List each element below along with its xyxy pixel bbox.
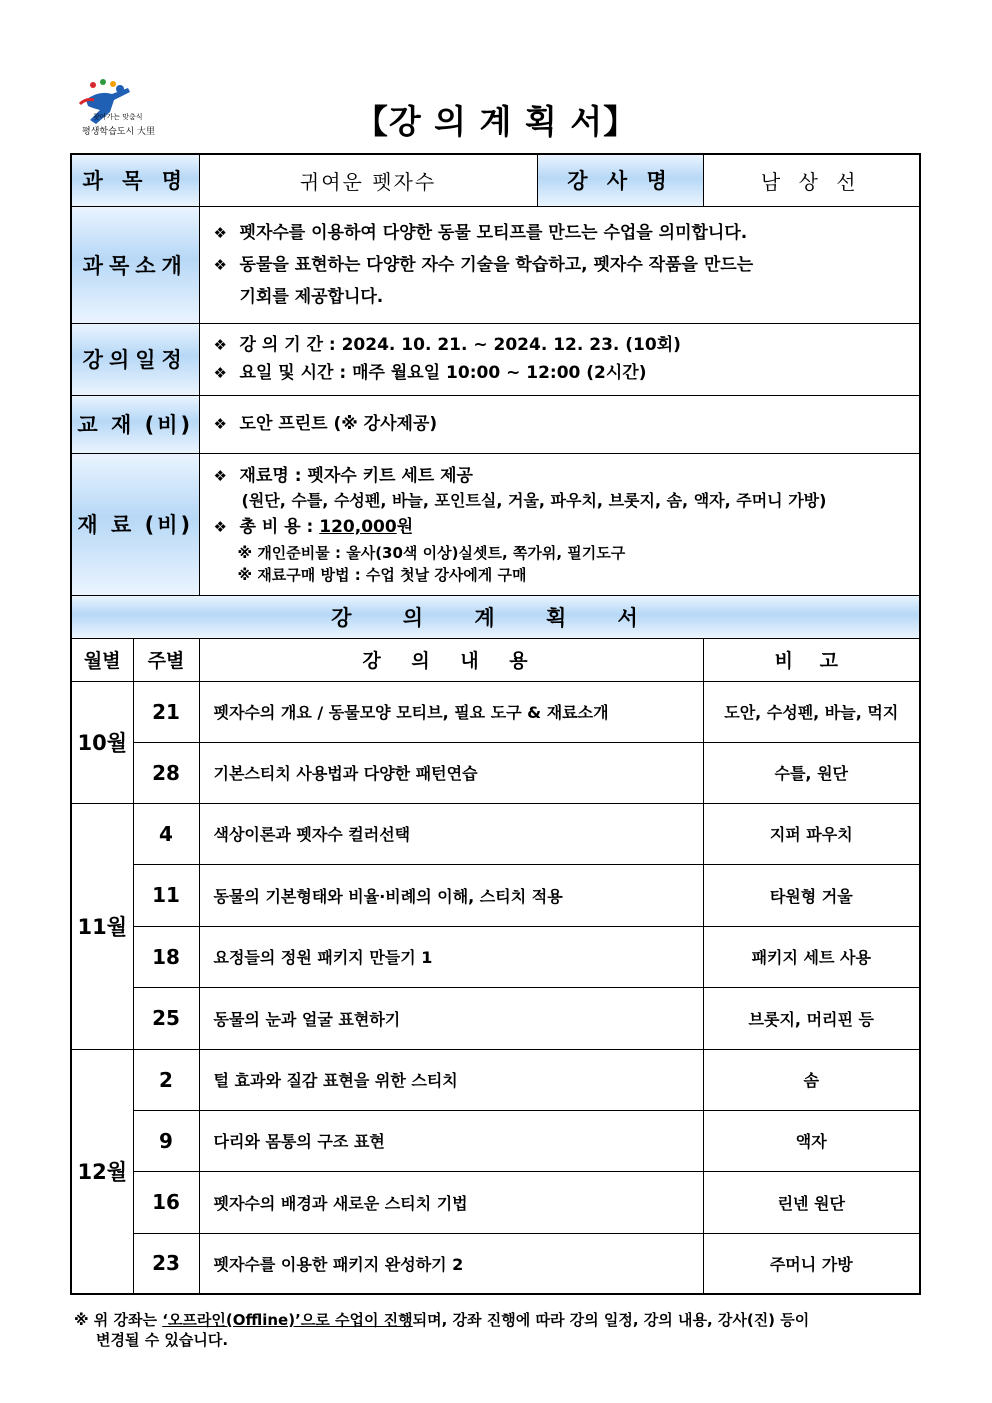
week-number: 4 — [133, 803, 199, 864]
lecture-remark: 린넨 원단 — [703, 1171, 920, 1233]
lecture-content: 색상이론과 펫자수 컬러선택 — [199, 803, 703, 864]
week-number: 18 — [133, 926, 199, 987]
week-number: 21 — [133, 681, 199, 742]
week-number: 11 — [133, 864, 199, 926]
logo-tagline: 찾아가는 맞춤식 — [93, 113, 143, 121]
lecture-remark: 솜 — [703, 1049, 920, 1110]
schedule-content — [199, 323, 920, 395]
lecture-remark: 지퍼 파우치 — [703, 803, 920, 864]
week-number: 9 — [133, 1110, 199, 1171]
textbook-line: 도안 프린트 (※ 강사제공) — [239, 414, 438, 434]
diamond-bullet-icon: ❖ — [213, 364, 227, 382]
material-label: 재 료 (비) — [71, 453, 199, 595]
personal-items-note: ※ 개인준비물 : 울사(30색 이상)실셋트, 쪽가위, 필기도구 — [237, 543, 626, 562]
intro-label: 과목소개 — [71, 206, 199, 323]
footer-underlined: ‘오프라인(Offline)’으로 수업이 진행 — [162, 1311, 413, 1329]
diamond-bullet-icon: ❖ — [213, 336, 227, 354]
lecture-remark: 도안, 수성펜, 바늘, 먹지 — [703, 681, 920, 742]
week-number: 23 — [133, 1233, 199, 1294]
footer-line2: 변경될 수 있습니다. — [96, 1331, 229, 1349]
table-row — [71, 1233, 920, 1294]
instructor-label: 강 사 명 — [537, 154, 703, 206]
diamond-bullet-icon: ❖ — [213, 415, 227, 433]
intro-content — [199, 206, 920, 323]
textbook-label: 교 재 (비) — [71, 395, 199, 453]
diamond-bullet-icon: ❖ — [213, 223, 227, 242]
plan-section-title: 강 의 계 획 서 — [71, 595, 920, 638]
col-month-header: 월별 — [71, 638, 133, 681]
footer-suffix: 되며, 강좌 진행에 따라 강의 일정, 강의 내용, 강사(진) 등이 — [412, 1311, 810, 1329]
lecture-remark: 수틀, 원단 — [703, 742, 920, 803]
lecture-content: 기본스티치 사용법과 다양한 패턴연습 — [199, 742, 703, 803]
table-row — [71, 926, 920, 987]
footer-note — [74, 1310, 919, 1350]
week-number: 2 — [133, 1049, 199, 1110]
table-row — [71, 681, 920, 742]
footer-prefix: ※ 위 강좌는 — [74, 1311, 163, 1329]
col-week-header: 주별 — [133, 638, 199, 681]
table-row — [71, 1110, 920, 1171]
schedule-label: 강의일정 — [71, 323, 199, 395]
lecture-content: 요정들의 정원 패키지 만들기 1 — [199, 926, 703, 987]
cost-prefix: 총 비 용 : — [239, 516, 320, 537]
week-number: 25 — [133, 987, 199, 1049]
material-detail: (원단, 수틀, 수성펜, 바늘, 포인트실, 거울, 파우치, 브롯지, 솜, 액자, 주머니 가방) — [241, 490, 827, 510]
lecture-content: 펫자수의 배경과 새로운 스티치 기법 — [199, 1171, 703, 1233]
lecture-remark: 브롯지, 머리핀 등 — [703, 987, 920, 1049]
week-number: 16 — [133, 1171, 199, 1233]
lecture-remark: 타원형 거울 — [703, 864, 920, 926]
table-row — [71, 1049, 920, 1110]
intro-line-2: 동물을 표현하는 다양한 자수 기술을 학습하고, 펫자수 작품을 만드는 — [239, 254, 754, 275]
lecture-content: 펫자수의 개요 / 동물모양 모티브, 필요 도구 & 재료소개 — [199, 681, 703, 742]
table-row — [71, 803, 920, 864]
instructor-value: 남 상 선 — [703, 154, 920, 206]
diamond-bullet-icon: ❖ — [213, 466, 227, 485]
month-label: 12월 — [71, 1049, 133, 1294]
material-content — [199, 453, 920, 595]
lecture-plan-table — [70, 153, 921, 1295]
col-content-header: 강 의 내 용 — [199, 638, 703, 681]
cost-suffix: 원 — [396, 516, 414, 537]
diamond-bullet-icon: ❖ — [213, 255, 227, 274]
table-row — [71, 987, 920, 1049]
month-label: 10월 — [71, 681, 133, 803]
table-row — [71, 742, 920, 803]
lecture-content: 동물의 기본형태와 비율·비례의 이해, 스티치 적용 — [199, 864, 703, 926]
schedule-line-2: 요일 및 시간 : 매주 월요일 10:00 ~ 12:00 (2시간) — [239, 363, 647, 383]
lecture-remark: 주머니 가방 — [703, 1233, 920, 1294]
col-remark-header: 비 고 — [703, 638, 920, 681]
intro-line-1: 펫자수를 이용하여 다양한 동물 모티프를 만드는 수업을 의미합니다. — [239, 222, 748, 243]
logo-name: 평생학습도시 大里 — [82, 127, 156, 137]
lecture-remark: 액자 — [703, 1110, 920, 1171]
purchase-note: ※ 재료구매 방법 : 수업 첫날 강사에게 구매 — [237, 565, 527, 584]
week-number: 28 — [133, 742, 199, 803]
schedule-line-1: 강 의 기 간 : 2024. 10. 21. ~ 2024. 12. 23. (10회) — [239, 335, 681, 355]
subject-label: 과 목 명 — [71, 154, 199, 206]
table-row — [71, 864, 920, 926]
subject-value: 귀여운 펫자수 — [199, 154, 537, 206]
material-name-line: 재료명 : 펫자수 키트 세트 제공 — [239, 465, 473, 486]
table-row — [71, 1171, 920, 1233]
lecture-content: 동물의 눈과 얼굴 표현하기 — [199, 987, 703, 1049]
lecture-content: 다리와 몸통의 구조 표현 — [199, 1110, 703, 1171]
cost-value: 120,000 — [319, 516, 397, 537]
diamond-bullet-icon: ❖ — [213, 517, 227, 536]
lecture-content: 펫자수를 이용한 패키지 완성하기 2 — [199, 1233, 703, 1294]
lecture-content: 털 효과와 질감 표현을 위한 스티치 — [199, 1049, 703, 1110]
month-label: 11월 — [71, 803, 133, 1049]
page-title: 【강 의 계 획 서】 — [354, 102, 638, 141]
intro-line-3: 기회를 제공합니다. — [239, 286, 384, 307]
lecture-remark: 패키지 세트 사용 — [703, 926, 920, 987]
textbook-content — [199, 395, 920, 453]
